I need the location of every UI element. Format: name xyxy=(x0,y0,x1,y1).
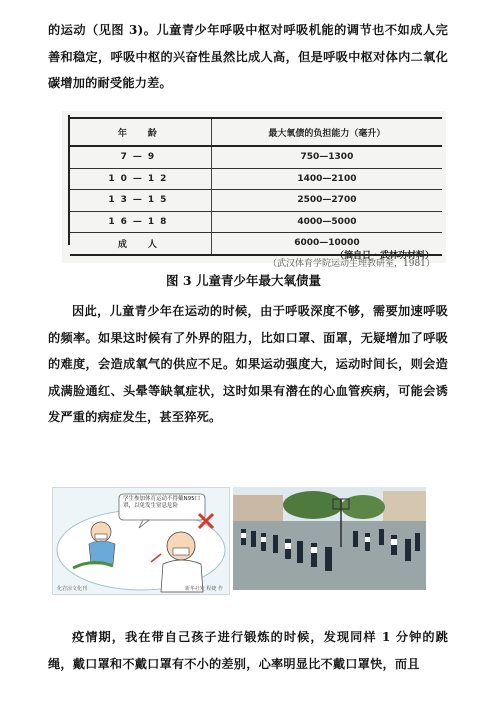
cartoon-credit-left: 化岩凉文化刊 xyxy=(57,586,88,592)
cell-capacity: 4000—5000 xyxy=(211,211,442,233)
cell-age: 10—12 xyxy=(70,168,211,190)
paragraph-observation: 疫情期，我在带自己孩子进行锻炼的时候，发现同样 1 分钟的跳绳，戴口罩和不戴口罩有不小的差别，心率明显比不戴口罩快，而且 xyxy=(48,630,448,671)
header-age: 年 龄 xyxy=(70,118,211,146)
cell-age: 13—15 xyxy=(70,190,211,212)
mask-warning-cartoon xyxy=(52,487,230,595)
cartoon-speech-text: 学生参加体育运动不得戴N95口罩，以免发生窒息危险 xyxy=(123,496,201,509)
figure-caption: 图 3 儿童青少年最大氧债量 xyxy=(166,273,321,288)
table-row xyxy=(70,190,442,212)
cell-capacity: 2500—2700 xyxy=(211,190,442,212)
cell-age: 7—9 xyxy=(70,146,211,168)
table-source-note: （摘自日・武林功材料） xyxy=(334,251,434,261)
table-row xyxy=(70,168,442,190)
cell-capacity: 6000—10000 xyxy=(211,233,442,255)
paragraph-intro: 的运动（见图 3)。儿童青少年呼吸中枢对呼吸机能的调节也不如成人完善和稳定，呼吸中枢的兴奋性虽然比成人高，但是呼吸中枢对体内二氧化碳增加的耐受能力差。 xyxy=(48,23,448,90)
oxygen-debt-table-scan xyxy=(62,111,446,263)
cell-capacity: 1400—2100 xyxy=(211,168,442,190)
table-row xyxy=(70,211,442,233)
cartoon-credit-right: 新华社发 程婕 作 xyxy=(184,586,223,592)
cell-age: 成 人 xyxy=(70,233,211,255)
school-playground-photo xyxy=(233,487,426,590)
cell-capacity: 750—1300 xyxy=(211,146,442,168)
paragraph-explanation: 因此，儿童青少年在运动的时候，由于呼吸深度不够，需要加速呼吸的频率。如果这时候有了外界的阻力，比如口罩、面罩，无疑增加了呼吸的难度，会造成氧气的供应不足。如果运动强度大，运动时间长，则会造成满脸通红、头晕等缺氧症状，这时如果有潜在的心血管疾病，可能会诱发严重的病症发生，甚至猝死。 xyxy=(48,304,448,424)
figure-attribution: （武汉体育学院运动生理教研室，1981） xyxy=(268,259,435,269)
table-header-row xyxy=(70,118,442,146)
cell-age: 16—18 xyxy=(70,211,211,233)
header-capacity: 最大氧债的负担能力（毫升） xyxy=(211,118,442,146)
oxygen-debt-table xyxy=(70,117,442,256)
playground-photo-illustration xyxy=(233,487,426,590)
table-row xyxy=(70,146,442,168)
